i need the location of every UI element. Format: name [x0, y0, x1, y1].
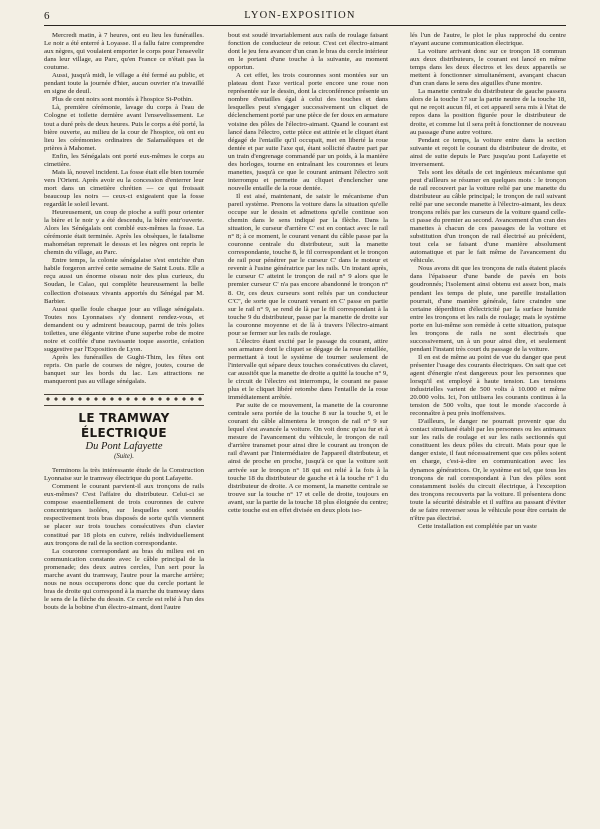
paragraph: Entre temps, la colonie sénégalaise s'est enrichie d'un habile forgeron arrivé cette semaine de Saint Louis. Elle a reçu aussi un énorme oiseau noir des plus curieux, du Soudan, le Calao, qui complète heureusement la belle collection d'oiseaux vivants apportés du Sénégal par M. Barbier. — [44, 257, 204, 305]
paragraph: Là, première cérémonie, lavage du corps à l'eau de Cologne et toilette dernière avant l'ensevelissement. Le tout a duré près de deux heures. Puis le corps a été porté, la bière ouverte, au milieu de la cour de l'hospice, où ont eu lieu les cérémonies ordinaires de Salamalèques et de prières à Mahomet. — [44, 104, 204, 152]
running-title: LYON-EXPOSITION — [244, 10, 356, 21]
paragraph: Tels sont les détails de cet ingénieux mécanisme qui peut d'ailleurs se résumer en quelques mots : le tronçon de rail recouvert par la voiture relié par une manette du distributeur au câble principal; le tronçon de rail suivant relié par une seconde manette à l'électro-aimant, les deux tronçons reliés par les curseurs de la voiture quand celle-ci passe du premier au second. Avancement d'un cran des manettes à chacun de ces passages de la voiture et substitution d'un tronçon de rail électrisé au précédent, tout cela se faisant d'une manière absolument automatique et par le fait même de l'avancement du véhicule. — [410, 168, 566, 265]
paragraph: Mercredi matin, à 7 heures, ont eu lieu les funérailles. Le noir a été enterré à Loyasse. Il a fallu faire comprendre aux nègres, qui voulaient emporter le corps pour l'ensevelir dans leur village, au Parc, qu'en France ce n'était pas la coutume. — [44, 32, 204, 72]
paragraph: Mais là, nouvel incident. La fosse était elle bien tournée vers l'Orient. Après avoir eu la concession d'enterrer leur mort dans un cimetière chrétien — ce qui froissait beaucoup les noirs — ceux-ci exigeaient que la fosse regardât le soleil levant. — [44, 168, 204, 208]
paragraph: A cet effet, les trois couronnes sont montées sur un plateau dont l'axe vertical porte encore une roue non représentée sur le dessin, dont la circonférence présente un nombre d'entailles égal à celui des touches et dans lesquelles peut s'engager successivement un cliquet de déclenchement porté par une pièce de fer doux en armature voisine des pôles de l'électro-aimant. Quand le courant est lancé dans l'électro, cette pièce est attirée et le cliquet étant dégagé de l'entaille qu'il occupait, met en liberté la roue dentée et par suite l'axe qui, étant sollicité d'autre part par un train d'engrenage commandé par un poids, à la manière des horloges, tourne en entraînant les couronnes et leurs manettes, jusqu'à ce que le courant animant l'électro soit interrompu et permette au cliquet d'enclencher une nouvelle entaille de la roue dentée. — [228, 72, 388, 192]
paragraph: bout est soudé invariablement aux rails de roulage faisant fonction de conducteur de retour. C'est cet électro-aimant dont le jeu fera avancer d'un cran le bras du cercle intérieur en le portant d'une touche à la suivante, au moment opportun. — [228, 32, 388, 72]
ornamental-divider — [44, 394, 204, 406]
paragraph: Cette installation est complétée par un vaste — [418, 522, 537, 530]
article-note: (Suite). — [114, 453, 134, 461]
paragraph: La couronne correspondant au bras du milieu est en communication constante avec le câble principal de la promenade; des deux autres cercles, l'un sert pour la marche avant du tramway, l'autre pour la marche arrière; nous ne nous occuperons donc que du cercle portant le bras de droite qui correspond à la marche du tramway dans le sens de la flèche du dessin. Ce cercle est relié à l'un des bouts de la bobine d'un électro-aimant, dont l'autre — [44, 547, 204, 611]
article-title: LE TRAMWAY ÉLECTRIQUE — [78, 411, 170, 441]
page-header — [0, 0, 600, 30]
page-number: 6 — [44, 10, 50, 22]
article-subtitle: Du Pont Lafayette — [85, 441, 163, 453]
paragraph: Heureusement, un coup de pioche a suffi pour orienter la bière et le noir y a été descendu, la bière entr'ouverte. Alors les Sénégalais ont comblé eux-mêmes la fosse. La cérémonie était terminée. Après les obsèques, le fatalisme mahométan reprenait le dessus et les nègres ont repris le chemin du village, au Parc. — [44, 209, 204, 257]
paragraph: Après les funérailles de Gughi-Thim, les fêtes ont repris. On parle de courses de nègre, joutes, course de banquet sur les bords du lac. Les attractions ne manqueront pas au village sénégalais. — [44, 353, 204, 386]
paragraph: Pendant ce temps, la voiture entre dans la section suivante et reçoit le courant du distributeur de droite, et ainsi de suite depuis le Parc jusqu'au pont Lafayette et inversement. — [410, 136, 566, 168]
paragraph: L'électro étant excité par le passage du courant, attire son armature dont le cliquet se dégage de la roue entaillée, permettant à tout le système de tourner seulement de l'intervalle qui sépare deux touches consécutives du clavet, car aussitôt que la manette de droite a quitté la touche n° 9, le circuit de l'électro est interrompu, le courant ne passe plus et le cliquet libéré retombe dans l'entaille de la roue immédiatement arrêtée. — [228, 337, 388, 402]
paragraph: Aussi quelle foule chaque jour au village sénégalais. Toutes nos Lyonnaises s'y donnent rendez-vous, et demandent ou y admirent beaucoup, parmi de très jolies toilettes, une élégante vitrine d'une superbe robe de moire noire et coiffée d'une ravissante toque assortie, création suggestive par l'Exposition de Lyon. — [44, 305, 204, 353]
paragraph: Aussi, jusqu'à midi, le village a été fermé au public, et pendant toute la journée d'hier, aucun ouvrier n'a travaillé en signe de deuil. — [44, 72, 204, 96]
paragraph: Comment le courant parvient-il aux tronçons de rails eux-mêmes? C'est l'affaire du distributeur. Celui-ci se compose essentiellement de trois couronnes de cuivre concentriques isolées, sur lesquelles sont soudés respectivement trois bras disposés de sorte qu'ils viennent se placer sur trois touches consécutives d'un clavier constitué par 18 plots en cuivre, reliés individuellement aux tronçons de rail de la section correspondante. — [44, 483, 204, 547]
paragraph: Terminons la très intéressante étude de la Construction Lyonnaise sur le tramway électrique du pont Lafayette. — [44, 467, 204, 483]
paragraph: La manette centrale du distributeur de gauche passera alors de la touche 17 sur la partie neutre de la touche 18, qui ne reçoit aucun fil, et cet appareil sera mis à l'état de repos dans la position figurée pour le distributeur de droite, et comme lui il sera prêt à fonctionner de nouveau au passage d'une autre voiture. — [410, 88, 566, 136]
paragraph: Nous avons dit que les tronçons de rails étaient placés dans l'épaisseur d'une bande de pavés en bois goudronnés; l'isolement ainsi obtenu est assez bon, mais pendant les temps de pluie, une pareille installation pourrait, d'une manière générale, faire craindre une certaine déperdition d'électricité par la surface humide entre les tronçons et les rails de roulage; mais le système porte en lui-même son remède à cette situation, puisque les tronçons de rails ne sont électrisés que successivement, un à un pour ainsi dire, et seulement pendant l'instant très court du passage de la voiture. — [410, 265, 566, 353]
paragraph: D'ailleurs, le danger ne pourrait provenir que du contact simultané établi par les personnes ou les animaux sur les rails de roulage et sur les rails sectionnés qui constituent les deux pôles du circuit. Mais pour que le danger existe, il faut nécessairement que ces pôles soient en charge, c'est-à-dire en communication avec les dynamos génératrices. Or, le système est tel, que tous les tronçons de rail correspondant à l'un des pôles sont constamment isolés du circuit électrique, à l'exception des tronçons recouverts par la voiture. Il présentera donc toute la sécurité désirable et il suffira au passant d'éviter de se faire renverser sous le véhicule pour être certain de n'être pas électrisé. — [410, 418, 566, 522]
paragraph: Enfin, les Sénégalais ont porté eux-mêmes le corps au cimetière. — [44, 152, 204, 168]
paragraph: La voiture arrivant donc sur ce tronçon 18 commun aux deux distributeurs, le courant est lancé en même temps dans les deux électros et les deux appareils se mettent à fonctionner simultanément, avançant chacun d'un cran dans le sens des aiguilles d'une montre. — [410, 48, 566, 88]
paragraph: lés l'un de l'autre, le plot le plus rapproché du centre n'ayant aucune communication électrique. — [410, 32, 566, 48]
column-2 — [228, 32, 388, 822]
column-3 — [410, 32, 566, 822]
header-rule — [44, 25, 566, 26]
paragraph: Plus de cent noirs sont montés à l'hospice St-Pothin. — [52, 96, 193, 104]
column-1 — [44, 32, 204, 822]
paragraph: Il en est de même au point de vue du danger que peut présenter l'usage des courants électriques. On sait que cet agent d'énergie n'est dangereux pour les personnes que lorsqu'il est employé à haute tension. Les tensions industrielles varient de 500 volts à 10.000 et même 20.000 volts. Ici, l'on utilisera les courants continus à la tension de 500 volts, que tout le monde s'accorde à reconnaître à peu près inoffensives. — [410, 353, 566, 418]
paragraph: Il est aisé, maintenant, de saisir le mécanisme d'un pareil système. Prenons la voiture dans la situation qu'elle occupe sur le dessin et admettons qu'elle continue son chemin dans le sens indiqué par la flèche. Dans la situation, le curseur d'arrière C' est en contact avec le rail n° 8; à ce moment, le courant venant du câble passe par la couronne centrale du distributeur, suit la manette correspondante, touche 8, le fil correspondant et le tronçon de rail pour pénétrer par le curseur C' dans le moteur et revenir à l'usine génératrice par les rails. Un instant après, le curseur C' atteint le tronçon de rail n° 9 alors que le premier curseur C' n'a pas encore abandonné le tronçon n° 8. Or, ces deux curseurs sont reliés par un conducteur C'C'', de sorte que le courant venant en C' passe en partie sur le rail n° 9, se rend de là par le fil correspondant à la touche 9 du distributeur, passe par la manette de droite sur la couronne moyenne et de là à travers l'électro-aimant pour se fermer sur les rails de roulage. — [228, 192, 388, 337]
paragraph: Par suite de ce mouvement, la manette de la couronne centrale sera portée de la touche 8 sur la touche 9, et le courant du câble alimentera le tronçon de rail n° 9 sur lequel s'est avancée la voiture. On voit donc qu'au fur et à mesure de l'avancement du véhicule, le tronçon de rail d'arrière transmet pour ainsi dire le courant au tronçon de rail d'avant par l'intermédiaire de l'appareil distributeur, et ainsi de proche en proche, jusqu'à ce que la voiture soit arrivée sur le tronçon n° 18 qui est relié à la fois à la touche 18 du distributeur de gauche et à la touche n° 1 du distributeur de droite. A ce moment, la manette centrale se trouve sur la touche n° 17 et celle de droite, toujours en avant, sur la partie de la touche 18 plus éloignée du centre; cette touche est en effet divisée en deux plots iso- — [228, 402, 388, 514]
